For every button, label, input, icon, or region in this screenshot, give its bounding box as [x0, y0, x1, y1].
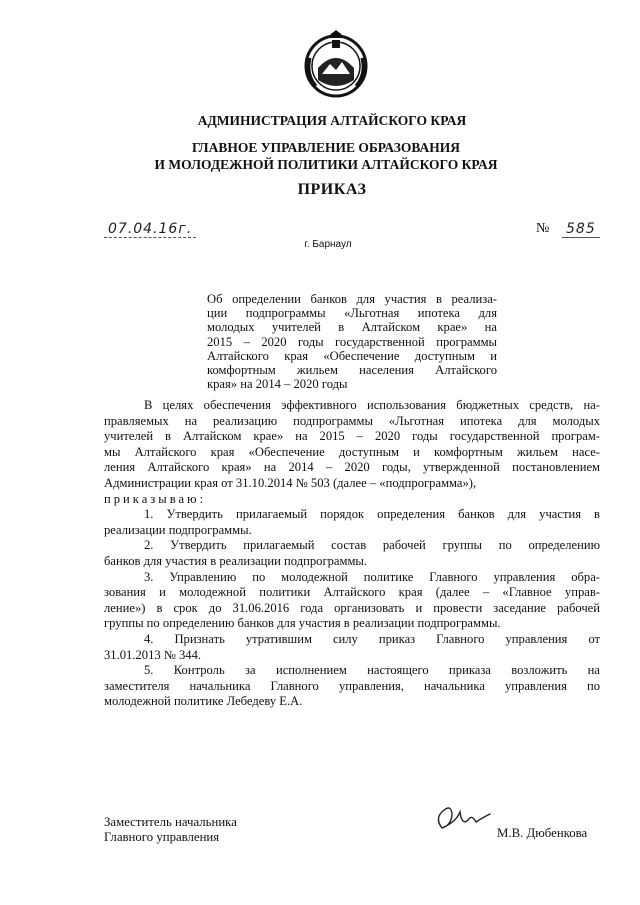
body-line: мы Алтайского края «Обеспечение доступным и комфортным жильем насе-	[104, 444, 600, 459]
number-label: №	[536, 221, 550, 236]
signatory-title-line-2: Главного управления	[104, 830, 220, 844]
subject-line: молодых учителей в Алтайском крае» на	[207, 320, 497, 335]
item-2-line: 2. Утвердить прилагаемый состав рабочей группы по определению	[144, 538, 600, 553]
document-date: 07.04.16г.	[104, 221, 196, 238]
subject-line: края» на 2014 – 2020 годы	[207, 377, 348, 392]
city: г. Барнаул	[304, 239, 352, 250]
order-word: приказываю:	[104, 491, 207, 506]
handwritten-signature	[430, 800, 500, 836]
signatory-title-line-1: Заместитель начальника	[104, 815, 237, 829]
order-body	[104, 398, 600, 710]
item-5-line: 5. Контроль за исполнением настоящего приказа возложить на	[144, 663, 600, 678]
item-4-line: 31.01.2013 № 344.	[104, 647, 202, 662]
item-1-line: 1. Утвердить прилагаемый порядок определения банков для участия в	[144, 507, 600, 522]
body-line: учителей в Алтайском крае» на 2015 – 2020 годы государственной програм-	[104, 429, 600, 444]
item-3-line: зования и молодежной политики Алтайского края (далее – «Главное управ-	[104, 585, 600, 600]
department-title	[6, 139, 640, 173]
subject-line: Об определении банков для участия в реализа-	[207, 292, 497, 306]
subject-line: комфортным жильем населения Алтайского	[207, 363, 497, 378]
body-line: ления Алтайского края» на 2014 – 2020 годы, утвержденной постановлением	[104, 460, 600, 475]
order-subject	[207, 292, 497, 391]
document-type: ПРИКАЗ	[297, 181, 367, 198]
item-5-line: молодежной политике Лебедеву Е.А.	[104, 694, 303, 709]
item-3-line: группы по определению банков для участия в реализации подпрограммы.	[104, 616, 501, 631]
department-title-line-2: И МОЛОДЕЖНОЙ ПОЛИТИКИ АЛТАЙСКОГО КРАЯ	[154, 157, 498, 172]
subject-line: ции подпрограммы «Льготная ипотека для	[207, 306, 497, 321]
document-number: 585	[562, 221, 600, 238]
body-line: Администрации края от 31.10.2014 № 503 (далее – «подпрограмма»),	[104, 475, 477, 490]
item-2-line: банков для участия в реализации подпрограммы.	[104, 553, 368, 568]
coat-of-arms-emblem	[296, 24, 376, 104]
body-line: В целях обеспечения эффективного использования бюджетных средств, на-	[144, 398, 600, 412]
signatory-name: М.В. Дюбенкова	[497, 826, 588, 840]
item-3-line: ление») в срок до 31.06.2016 года организовать и провести заседание рабочей	[104, 600, 600, 615]
item-5-line: заместителя начальника Главного управления, начальника управления по	[104, 678, 600, 693]
item-1-line: реализации подпрограммы.	[104, 522, 252, 537]
subject-line: Алтайского края «Обеспечение доступным и	[207, 348, 497, 363]
signatory-title	[104, 815, 237, 845]
subject-line: 2015 – 2020 годы государственной программы	[207, 334, 497, 349]
organization-title: АДМИНИСТРАЦИЯ АЛТАЙСКОГО КРАЯ	[197, 113, 467, 128]
body-line: правляемых на реализацию подпрограммы «Льготная ипотека для молодых	[104, 413, 600, 428]
department-title-line-1: ГЛАВНОЕ УПРАВЛЕНИЕ ОБРАЗОВАНИЯ	[192, 140, 460, 155]
item-3-line: 3. Управлению по молодежной политике Главного управления обра-	[144, 569, 600, 584]
item-4-line: 4. Признать утратившим силу приказ Главного управления от	[144, 631, 600, 646]
